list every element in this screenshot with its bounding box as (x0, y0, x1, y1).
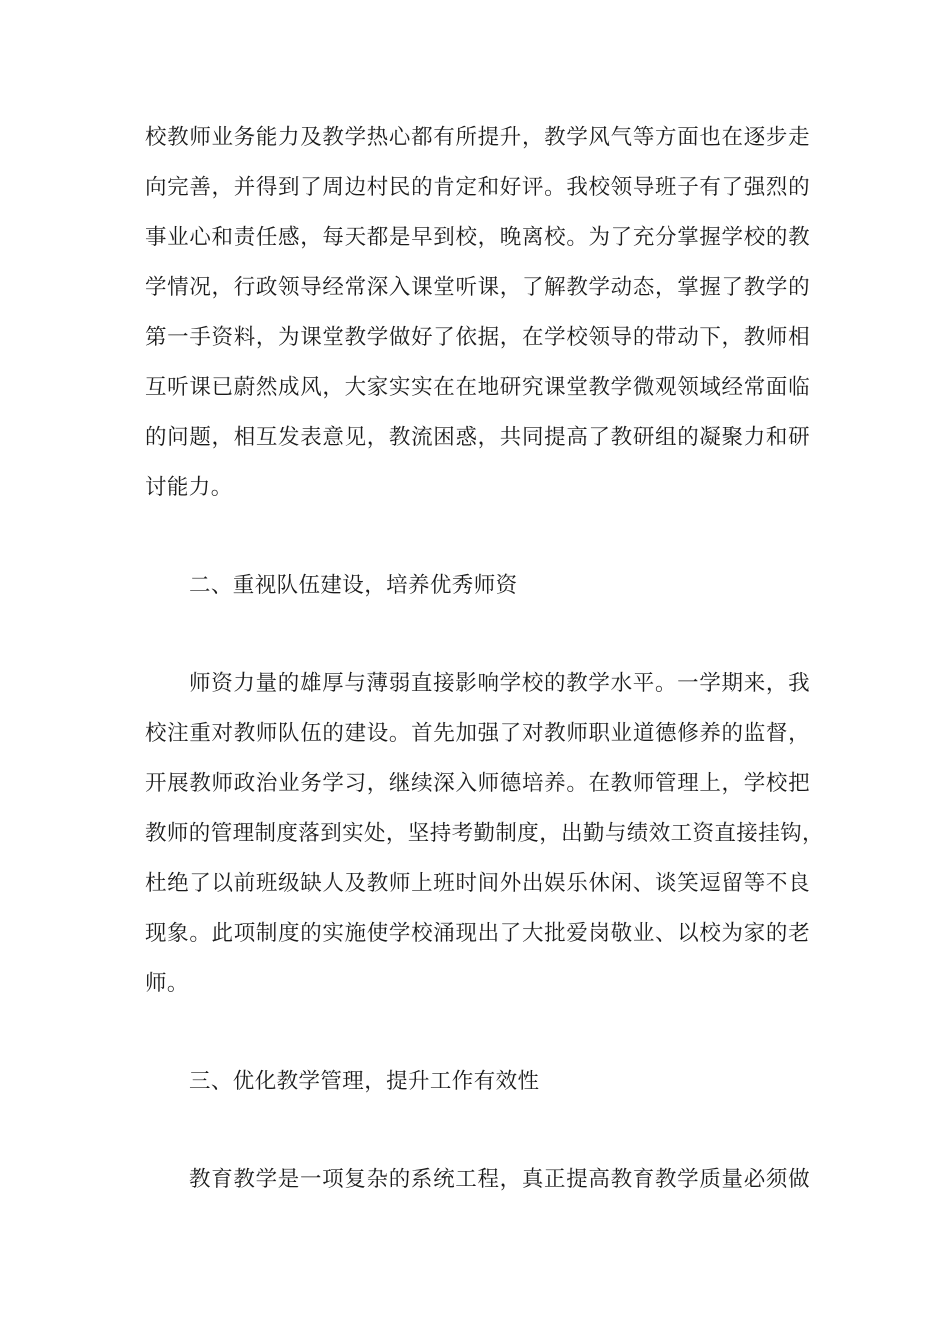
text-line: 教师的管理制度落到实处，坚持考勤制度，出勤与绩效工资直接挂钩， (145, 821, 824, 846)
text-line: 开展教师政治业务学习，继续深入师德培养。在教师管理上，学校把 (145, 771, 810, 796)
text-line: 现象。此项制度的实施使学校涌现出了大批爱岗敬业、以校为家的老 (145, 921, 810, 946)
text-line: 教育教学是一项复杂的系统工程，真正提高教育教学质量必须做 (189, 1167, 810, 1192)
text-line: 第一手资料，为课堂教学做好了依据，在学校领导的带动下，教师相 (145, 325, 810, 350)
text-line: 杜绝了以前班级缺人及教师上班时间外出娱乐休闲、谈笑逗留等不良 (145, 871, 810, 896)
text-line: 校教师业务能力及教学热心都有所提升，教学风气等方面也在逐步走 (145, 125, 810, 150)
text-line: 互听课已蔚然成风，大家实实在在地研究课堂教学微观领域经常面临 (145, 375, 810, 400)
section-heading-3: 三、优化教学管理，提升工作有效性 (189, 1069, 540, 1094)
document-page (145, 113, 824, 1205)
text-line: 学情况，行政领导经常深入课堂听课，了解教学动态，掌握了教学的 (145, 275, 810, 300)
text-line: 师资力量的雄厚与薄弱直接影响学校的教学水平。一学期来，我 (189, 671, 810, 696)
text-line: 事业心和责任感，每天都是早到校，晚离校。为了充分掌握学校的教 (145, 225, 810, 250)
text-line: 校注重对教师队伍的建设。首先加强了对教师职业道德修养的监督， (145, 721, 810, 746)
section-heading-2: 二、重视队伍建设，培养优秀师资 (189, 573, 518, 598)
text-line: 讨能力。 (145, 475, 233, 500)
text-line: 师。 (145, 971, 189, 996)
paragraph-1 (145, 113, 810, 513)
paragraph-2 (145, 659, 824, 1009)
text-line: 的问题，相互发表意见，教流困惑，共同提高了教研组的凝聚力和研 (145, 425, 810, 450)
text-line: 向完善，并得到了周边村民的肯定和好评。我校领导班子有了强烈的 (145, 175, 810, 200)
paragraph-3 (145, 1155, 810, 1205)
